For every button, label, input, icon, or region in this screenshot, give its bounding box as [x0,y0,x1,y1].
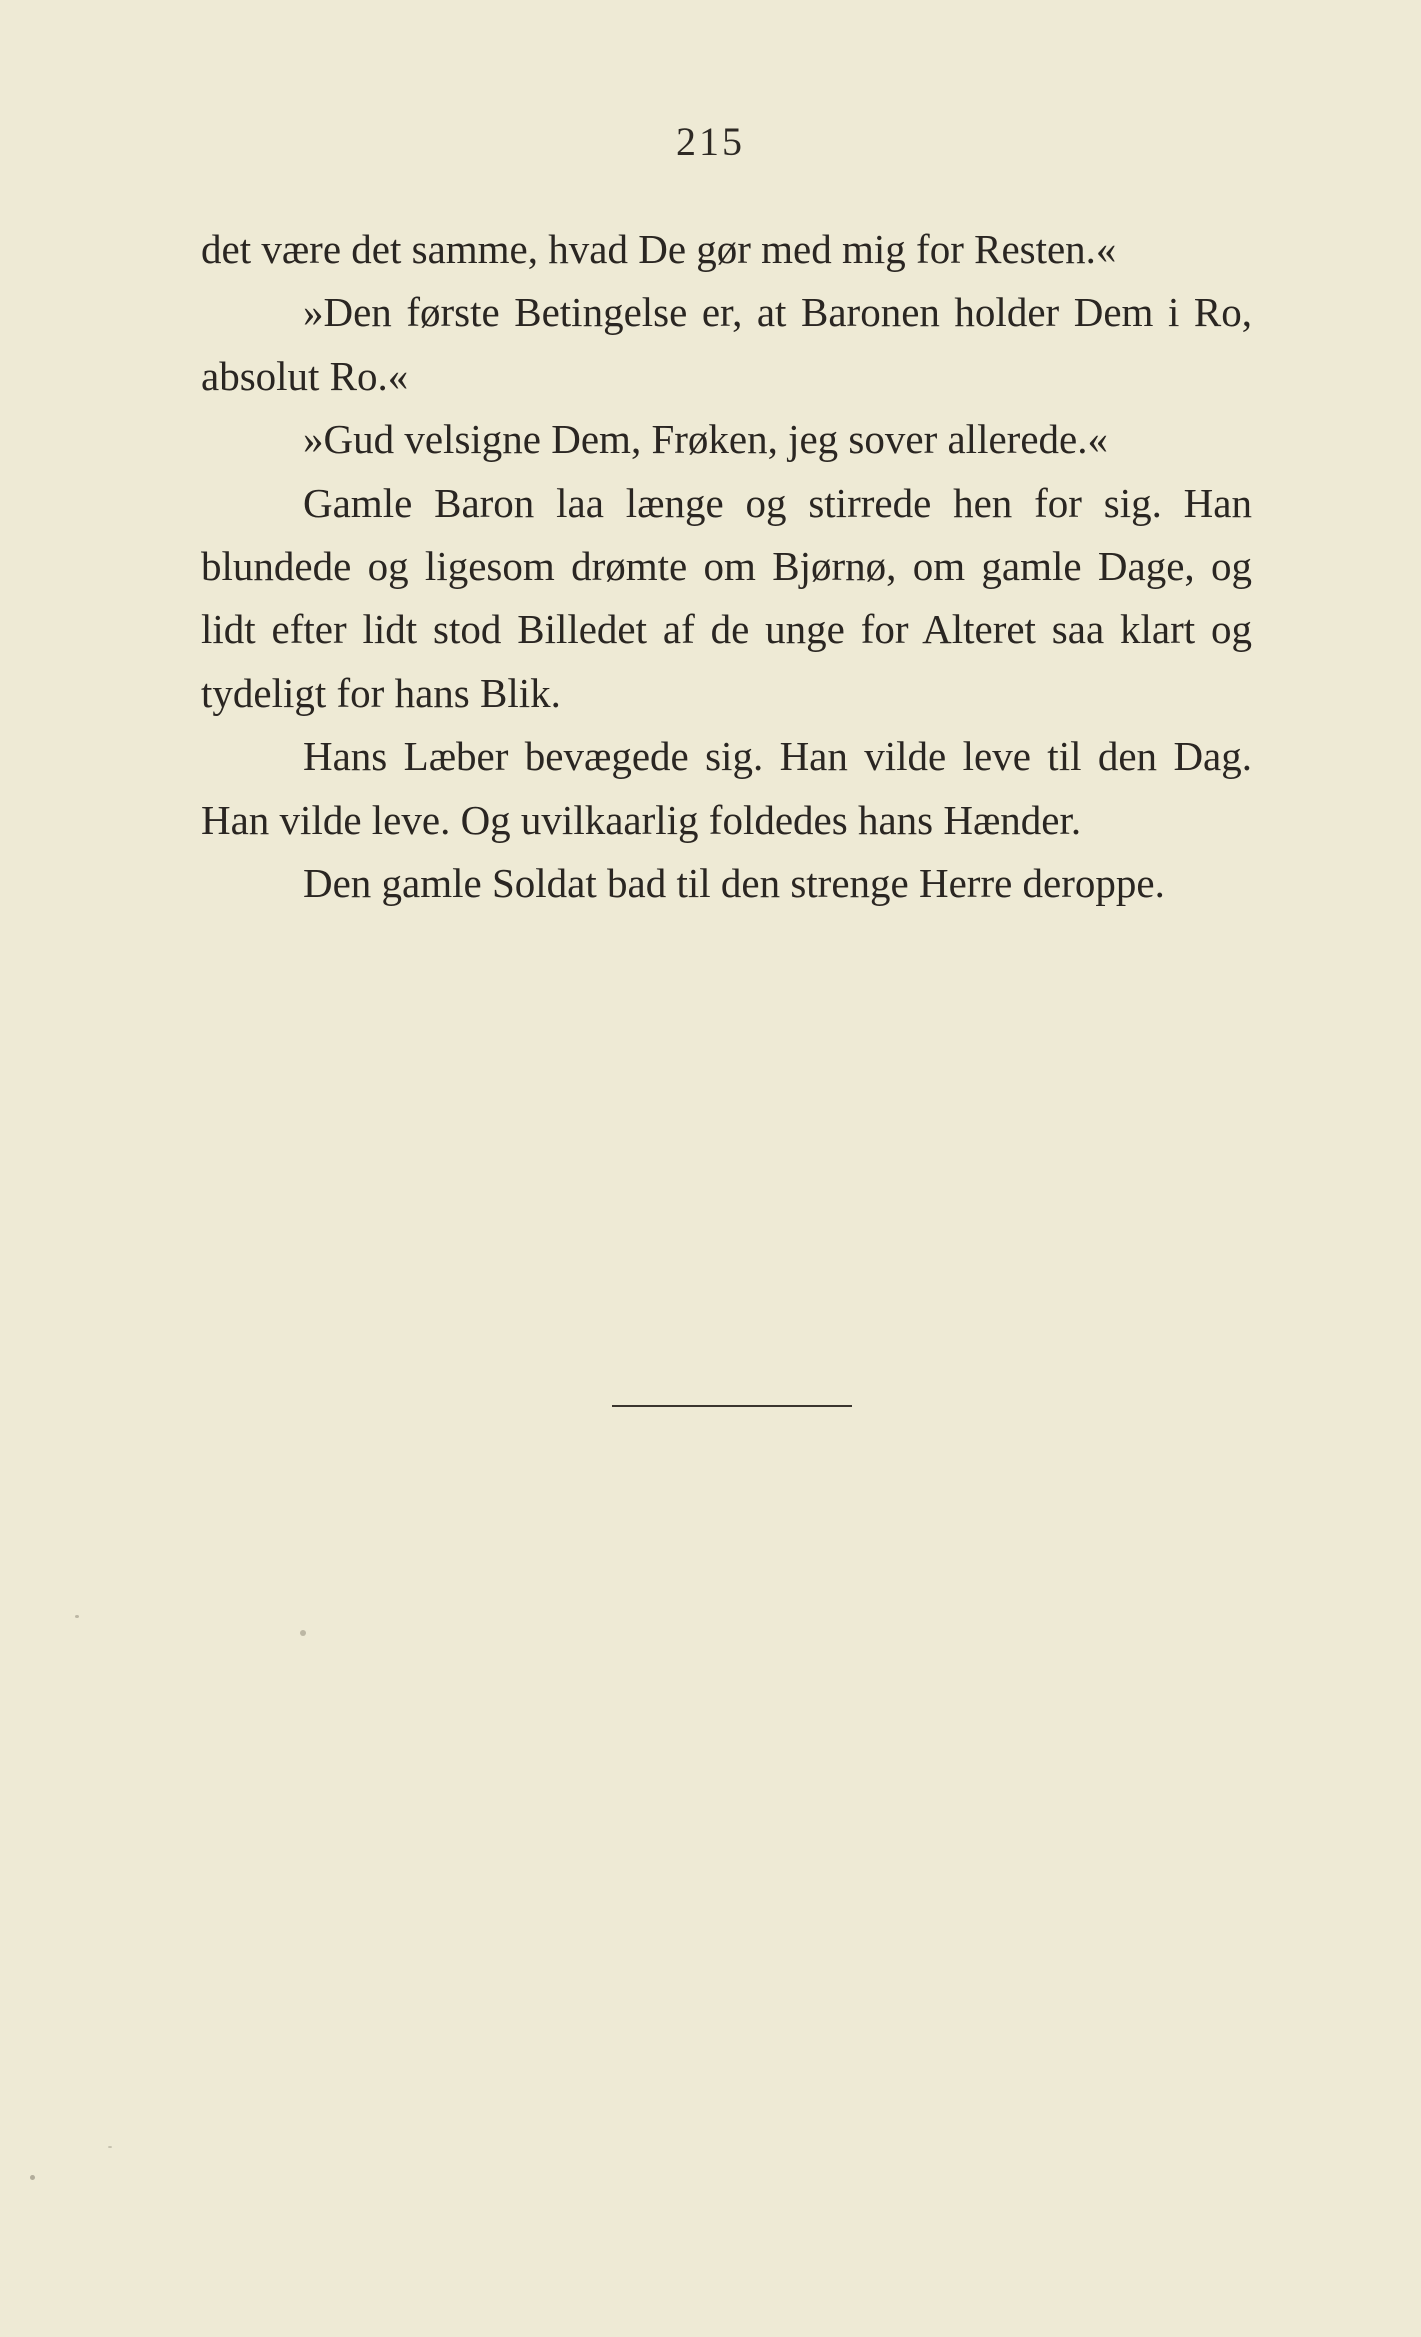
paragraph: Den gamle Soldat bad til den strenge Herre deroppe. [303,860,1165,907]
paper-speck [300,1630,306,1636]
paragraph: »Gud velsigne Dem, Frøken, jeg sover allerede.« [303,416,1108,463]
body-text [201,218,1252,915]
paragraph: Hans Læber bevægede sig. Han vilde leve til den Dag. Han vilde leve. Og uvilkaarlig foldedes hans Hænder. [201,733,1252,843]
paper-speck [30,2175,35,2180]
paragraph: »Den første Betingelse er, at Baronen holder Dem i Ro, absolut Ro.« [201,289,1252,399]
paper-speck [108,2146,112,2148]
paragraph: det være det samme, hvad De gør med mig for Resten.« [201,226,1117,272]
paragraph: Gamle Baron laa længe og stirrede hen for sig. Han blundede og ligesom drømte om Bjørnø, om gamle Dage, og lidt efter lidt stod Billedet af de unge for Alteret saa klart og tydeligt for hans Blik. [201,479,1252,716]
page-number: 215 [676,119,745,164]
paper-speck [75,1615,79,1618]
section-end-rule [612,1405,852,1407]
